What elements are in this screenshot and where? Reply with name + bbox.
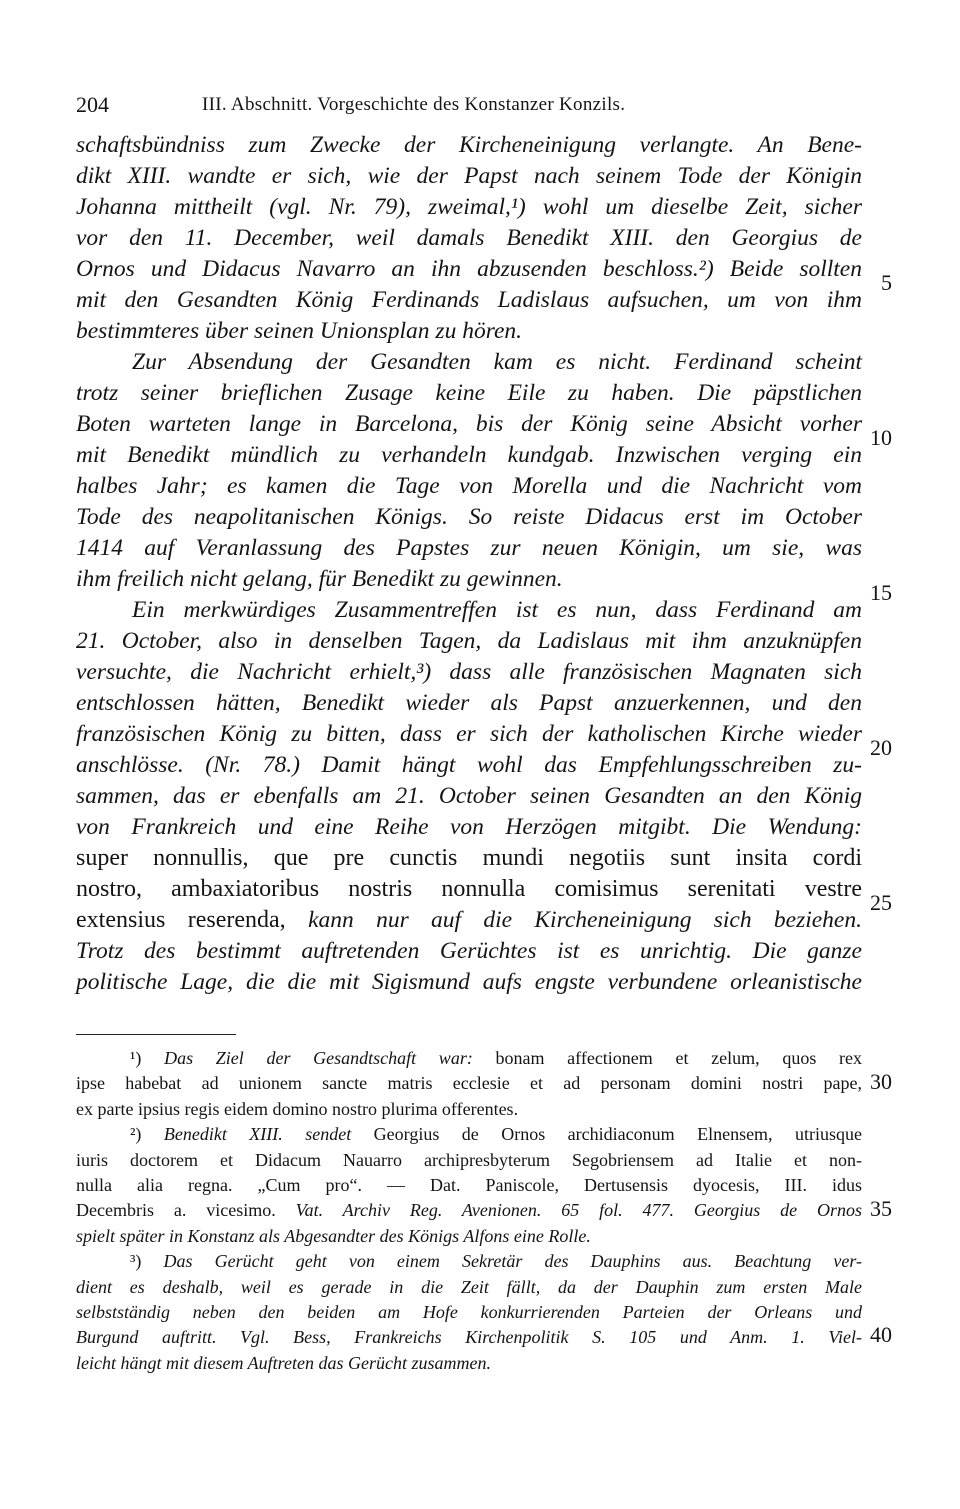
body-line [76, 130, 862, 160]
body-text-segment: super nonnullis, que pre cunctis mundi negotiis sunt insita cordi [76, 845, 862, 871]
body-text-segment: Ornos und Didacus Navarro an ihn abzusenden beschloss.²) Beide sollten [76, 256, 862, 282]
body-line [76, 719, 862, 749]
body-line [76, 285, 862, 315]
body-line [132, 347, 862, 377]
footnote-text-segment: ipse habebat ad unionem sancte matris ecclesie et ad personam domini nostri pape, [76, 1073, 862, 1094]
footnote-text-segment: iuris doctorem et Didacum Nauarro archipresbyterum Segobriensem ad Italie et non- [76, 1149, 862, 1170]
margin-line-number: 10 [870, 425, 892, 450]
footnote-text-segment: leicht hängt mit diesem Auftreten das Gerücht zusammen. [76, 1352, 491, 1373]
body-text-segment: versuchte, die Nachricht erhielt,³) dass alle französischen Magnaten sich [76, 659, 862, 685]
body-line [76, 843, 862, 873]
body-line [76, 223, 862, 253]
body-text-segment: 1414 auf Veranlassung des Papstes zur neuen Königin, um sie, was [76, 535, 862, 561]
body-line [76, 874, 862, 904]
footnote-line [76, 1173, 862, 1197]
body-text-segment: Ein merkwürdiges Zusammentreffen ist es nun, dass Ferdinand am [132, 597, 862, 623]
footnote-line [76, 1071, 862, 1095]
body-text-segment: Johanna mittheilt (vgl. Nr. 79), zweimal,¹) wohl um dieselbe Zeit, sicher [76, 194, 862, 220]
body-line [76, 750, 862, 780]
body-text-segment: dikt XIII. wandte er sich, wie der Papst nach seinem Tode der Königin [76, 163, 862, 189]
footnote-line [76, 1325, 862, 1349]
margin-line-number: 15 [870, 580, 892, 605]
margin-line-number: 35 [870, 1196, 892, 1221]
footnote-text-segment: Vat. Archiv Reg. Avenionen. 65 fol. 477. Georgius de Ornos [295, 1200, 862, 1221]
body-text-segment: ihm freilich nicht gelang, für Benedikt zu gewinnen. [76, 566, 563, 592]
running-title: III. Abschnitt. Vorgeschichte des Konstanzer Konzils. [202, 94, 626, 115]
body-text-segment: schaftsbündniss zum Zwecke der Kircheneinigung verlangte. An Bene- [76, 132, 862, 158]
body-text-segment: Zur Absendung der Gesandten kam es nicht. Ferdinand scheint [132, 349, 862, 375]
body-text-segment: halbes Jahr; es kamen die Tage von Morella und die Nachricht vom [76, 473, 862, 499]
footnote-line [130, 1046, 862, 1070]
body-line [76, 161, 862, 191]
body-line [132, 595, 862, 625]
footnote-text-segment: ex parte ipsius regis eidem domino nostro plurima offerentes. [76, 1098, 519, 1119]
footnote-text-segment: Benedikt XIII. sendet [163, 1124, 374, 1145]
body-line [76, 905, 862, 935]
footnote-text-segment: Das Gerücht geht von einem Sekretär des Dauphins aus. Beachtung ver- [163, 1251, 863, 1272]
footnote-separator [76, 1034, 236, 1035]
body-text-segment: sammen, das er ebenfalls am 21. October seinen Gesandten an den König [76, 783, 862, 809]
page-number: 204 [76, 92, 109, 117]
body-text-segment: mit den Gesandten König Ferdinands Ladislaus aufsuchen, um von ihm [76, 287, 862, 313]
footnote-text-segment: ³) [130, 1251, 164, 1272]
body-line [76, 316, 862, 346]
footnote-line [76, 1097, 862, 1121]
footnote-text-segment: Das Ziel der Gesandtschaft war: [164, 1048, 496, 1068]
body-line [76, 657, 862, 687]
footnote-line [76, 1300, 862, 1324]
body-line [76, 564, 862, 594]
body-line [76, 936, 862, 966]
body-text-segment: Boten warteten lange in Barcelona, bis der König seine Absicht vorher [76, 411, 862, 437]
footnote-text-segment: dient es deshalb, weil es gerade in die Zeit fällt, da der Dauphin zum ersten Male [76, 1276, 862, 1297]
page-header [76, 92, 876, 118]
footnote-line [76, 1198, 862, 1222]
body-line [76, 626, 862, 656]
body-text-segment: von Frankreich und eine Reihe von Herzögen mitgibt. Die Wendung: [76, 814, 862, 840]
body-text-segment: trotz seiner brieflichen Zusage keine Eile zu haben. Die päpstlichen [76, 380, 862, 406]
body-line [76, 688, 862, 718]
footnote-text-segment: ¹) [130, 1048, 165, 1068]
body-text-segment: extensius reserenda, [76, 907, 309, 933]
margin-line-number: 40 [870, 1322, 892, 1347]
footnote-text-segment: ²) [130, 1124, 164, 1145]
footnote-text-segment: selbstständig neben den beiden am Hofe konkurrierenden Parteien der Orleans und [76, 1302, 862, 1322]
body-line [76, 192, 862, 222]
body-line [76, 440, 862, 470]
body-text-segment: anschlösse. (Nr. 78.) Damit hängt wohl das Empfehlungsschreiben zu- [76, 752, 862, 778]
body-line [76, 781, 862, 811]
footnote-text-segment: Burgund auftritt. Vgl. Bess, Frankreichs Kirchenpolitik S. 105 und Anm. 1. Viel- [76, 1327, 862, 1348]
footnote-text-segment: spielt später in Konstanz als Abgesandter des Königs Alfons eine Rolle. [76, 1225, 591, 1246]
body-text-segment: mit Benedikt mündlich zu verhandeln kundgab. Inzwischen verging ein [76, 442, 862, 468]
body-line [76, 409, 862, 439]
footnote-line [76, 1275, 862, 1299]
footnote-line [76, 1224, 862, 1248]
body-text-segment: französischen König zu bitten, dass er sich der katholischen Kirche wieder [76, 721, 862, 747]
body-text-segment: nostro, ambaxiatoribus nostris nonnulla comisimus serenitati vestre [76, 876, 862, 902]
footnote-line [76, 1148, 862, 1172]
margin-line-number: 5 [881, 270, 892, 295]
body-text-segment: politische Lage, die die mit Sigismund aufs engste verbundene orleanistische [76, 969, 862, 995]
margin-line-number: 20 [870, 735, 892, 760]
body-text-segment: vor den 11. December, weil damals Benedikt XIII. den Georgius de [76, 225, 862, 251]
body-line [76, 812, 862, 842]
footnote-line [130, 1249, 862, 1273]
footnote-line [76, 1351, 862, 1375]
margin-line-number: 30 [870, 1069, 892, 1094]
body-line [76, 254, 862, 284]
body-text-segment: Tode des neapolitanischen Königs. So reiste Didacus erst im October [76, 504, 862, 530]
body-text-segment: entschlossen hätten, Benedikt wieder als Papst anzuerkennen, und den [76, 690, 862, 716]
body-text-segment: Trotz des bestimmt auftretenden Gerüchtes ist es unrichtig. Die ganze [76, 938, 862, 964]
body-line [76, 471, 862, 501]
footnote-text-segment: Georgius de Ornos archidiaconum Elnensem, utriusque [373, 1124, 863, 1145]
body-line [76, 967, 862, 997]
footnote-text-segment: Decembris a. vicesimo. [76, 1200, 296, 1221]
footnote-line [130, 1122, 862, 1146]
footnote-text-segment: nulla alia regna. „Cum pro“. — Dat. Paniscole, Dertusensis dyocesis, III. idus [76, 1175, 862, 1195]
body-line [76, 502, 862, 532]
body-line [76, 378, 862, 408]
margin-line-number: 25 [870, 890, 892, 915]
footnote-text-segment: bonam affectionem et zelum, quos rex [495, 1048, 862, 1068]
body-text-segment: kann nur auf die Kircheneinigung sich beziehen. [308, 907, 862, 933]
body-text-segment: 21. October, also in denselben Tagen, da Ladislaus mit ihm anzuknüpfen [76, 628, 862, 654]
body-line [76, 533, 862, 563]
body-text-segment: bestimmteres über seinen Unionsplan zu hören. [76, 318, 523, 344]
